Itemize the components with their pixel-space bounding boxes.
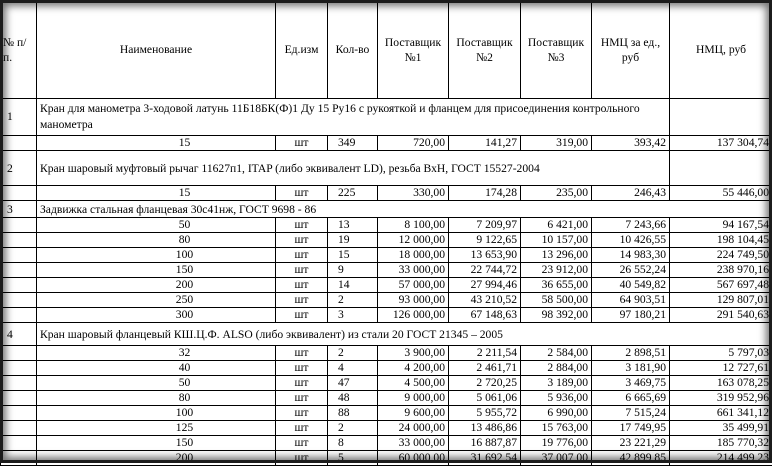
row-qty: 8: [328, 436, 378, 451]
row-supplier-2: 141,27: [449, 136, 521, 151]
row-nmc-unit: 246,43: [592, 186, 670, 201]
row-supplier-2: 43 210,52: [449, 293, 521, 308]
item-title-row: [1, 201, 772, 218]
row-size: 150: [37, 263, 276, 278]
item-title-row: [1, 99, 772, 136]
row-supplier-3: 23 912,00: [521, 263, 592, 278]
row-blank-num: [1, 263, 37, 278]
row-blank-num: [1, 406, 37, 421]
table-row: [1, 218, 772, 233]
row-unit: шт: [276, 406, 328, 421]
row-nmc-total: 129 807,01: [670, 293, 772, 308]
row-size: 40: [37, 361, 276, 376]
header-unit: Ед.изм: [276, 1, 328, 99]
row-supplier-3: 15 763,00: [521, 421, 592, 436]
row-supplier-3: 2 884,00: [521, 361, 592, 376]
row-nmc-unit: 393,42: [592, 136, 670, 151]
row-supplier-1: 12 000,00: [378, 233, 449, 248]
row-qty: 9: [328, 263, 378, 278]
row-blank-num: [1, 376, 37, 391]
row-blank-num: [1, 361, 37, 376]
row-blank-num: [1, 136, 37, 151]
row-unit: шт: [276, 361, 328, 376]
row-unit: шт: [276, 376, 328, 391]
row-nmc-unit: 26 552,24: [592, 263, 670, 278]
row-supplier-1: 9 000,00: [378, 391, 449, 406]
row-nmc-total: 661 341,12: [670, 406, 772, 421]
row-nmc-total: 12 727,61: [670, 361, 772, 376]
table-row: [1, 361, 772, 376]
row-qty: 2: [328, 346, 378, 361]
row-nmc-unit: 23 221,29: [592, 436, 670, 451]
row-qty: 48: [328, 391, 378, 406]
row-qty: 47: [328, 376, 378, 391]
row-blank-num: [1, 278, 37, 293]
row-unit: шт: [276, 308, 328, 323]
table-header-row: [1, 1, 772, 99]
row-nmc-total: 94 167,54: [670, 218, 772, 233]
row-unit: шт: [276, 436, 328, 451]
table-row: [1, 391, 772, 406]
row-supplier-2: 16 887,87: [449, 436, 521, 451]
row-blank-num: [1, 308, 37, 323]
row-supplier-2: 5 061,06: [449, 391, 521, 406]
row-nmc-unit: 42 899,85: [592, 451, 670, 466]
row-unit: шт: [276, 136, 328, 151]
row-size: 100: [37, 406, 276, 421]
row-size: 250: [37, 293, 276, 308]
row-supplier-3: 6 990,00: [521, 406, 592, 421]
row-supplier-3: 37 007,00: [521, 451, 592, 466]
row-nmc-total: 5 797,03: [670, 346, 772, 361]
row-qty: 5: [328, 451, 378, 466]
row-nmc-unit: 64 903,51: [592, 293, 670, 308]
row-supplier-3: 6 421,00: [521, 218, 592, 233]
table-row: [1, 233, 772, 248]
table-row: [1, 421, 772, 436]
row-supplier-3: 19 776,00: [521, 436, 592, 451]
header-nmc-total: НМЦ, руб: [670, 1, 772, 99]
row-size: 100: [37, 248, 276, 263]
row-supplier-1: 18 000,00: [378, 248, 449, 263]
row-nmc-total: 55 446,00: [670, 186, 772, 201]
row-blank-num: [1, 421, 37, 436]
table-row: [1, 278, 772, 293]
row-nmc-unit: 3 181,90: [592, 361, 670, 376]
row-supplier-3: 13 296,00: [521, 248, 592, 263]
row-size: 150: [37, 436, 276, 451]
row-size: 125: [37, 421, 276, 436]
row-supplier-3: 98 392,00: [521, 308, 592, 323]
table-row: [1, 346, 772, 361]
row-qty: 349: [328, 136, 378, 151]
row-blank-num: [1, 293, 37, 308]
row-unit: шт: [276, 278, 328, 293]
row-blank-num: [1, 233, 37, 248]
table-row: [1, 263, 772, 278]
row-supplier-2: 31 692,54: [449, 451, 521, 466]
row-blank-num: [1, 346, 37, 361]
row-nmc-total: 163 078,25: [670, 376, 772, 391]
row-nmc-total: 319 952,96: [670, 391, 772, 406]
row-unit: шт: [276, 421, 328, 436]
item-title-row: [1, 151, 772, 186]
table-row: [1, 293, 772, 308]
row-supplier-2: 2 211,54: [449, 346, 521, 361]
table-row: [1, 451, 772, 466]
table-row: [1, 136, 772, 151]
row-supplier-2: 5 955,72: [449, 406, 521, 421]
row-blank-num: [1, 248, 37, 263]
header-qty: Кол-во: [328, 1, 378, 99]
row-size: 200: [37, 278, 276, 293]
table-row: [1, 406, 772, 421]
row-qty: 14: [328, 278, 378, 293]
row-unit: шт: [276, 451, 328, 466]
table-row: [1, 248, 772, 263]
row-nmc-unit: 7 515,24: [592, 406, 670, 421]
row-supplier-2: 22 744,72: [449, 263, 521, 278]
row-nmc-unit: 14 983,30: [592, 248, 670, 263]
row-qty: 2: [328, 421, 378, 436]
row-nmc-total: 35 499,91: [670, 421, 772, 436]
row-supplier-2: 9 122,65: [449, 233, 521, 248]
row-supplier-1: 8 100,00: [378, 218, 449, 233]
row-supplier-1: 33 000,00: [378, 263, 449, 278]
row-supplier-1: 33 000,00: [378, 436, 449, 451]
row-supplier-1: 93 000,00: [378, 293, 449, 308]
row-nmc-unit: 97 180,21: [592, 308, 670, 323]
row-supplier-3: 3 189,00: [521, 376, 592, 391]
row-nmc-total: 224 749,50: [670, 248, 772, 263]
row-supplier-1: 4 500,00: [378, 376, 449, 391]
header-supplier-1: Поставщик №1: [378, 1, 449, 99]
row-supplier-3: 235,00: [521, 186, 592, 201]
row-unit: шт: [276, 186, 328, 201]
row-supplier-1: 24 000,00: [378, 421, 449, 436]
item-number: 4: [1, 323, 37, 346]
row-size: 32: [37, 346, 276, 361]
table-body: [1, 99, 772, 466]
item-number: 2: [1, 151, 37, 186]
row-blank-num: [1, 218, 37, 233]
table-row: [1, 436, 772, 451]
item-title: Задвижка стальная фланцевая 30с41нж, ГОСТ 9698 - 86: [37, 201, 772, 218]
row-supplier-1: 720,00: [378, 136, 449, 151]
row-supplier-3: 58 500,00: [521, 293, 592, 308]
row-supplier-2: 27 994,46: [449, 278, 521, 293]
row-size: 300: [37, 308, 276, 323]
row-size: 200: [37, 451, 276, 466]
header-name: Наименование: [37, 1, 276, 99]
row-supplier-1: 3 900,00: [378, 346, 449, 361]
row-supplier-2: 2 461,71: [449, 361, 521, 376]
item-title: Кран шаровый фланцевый КШ.Ц.Ф. ALSO (либо эквивалент) из стали 20 ГОСТ 21345 – 2005: [37, 323, 772, 346]
row-qty: 15: [328, 248, 378, 263]
row-qty: 13: [328, 218, 378, 233]
header-supplier-2: Поставщик №2: [449, 1, 521, 99]
row-unit: шт: [276, 391, 328, 406]
row-supplier-2: 2 720,25: [449, 376, 521, 391]
row-supplier-1: 4 200,00: [378, 361, 449, 376]
row-nmc-total: 214 499,23: [670, 451, 772, 466]
row-unit: шт: [276, 233, 328, 248]
row-supplier-1: 9 600,00: [378, 406, 449, 421]
header-nmc-unit: НМЦ за ед., руб: [592, 1, 670, 99]
row-size: 80: [37, 233, 276, 248]
item-title-row: [1, 323, 772, 346]
row-supplier-2: 7 209,97: [449, 218, 521, 233]
header-num: № п/п.: [1, 1, 37, 99]
row-supplier-2: 13 486,86: [449, 421, 521, 436]
row-nmc-total: 198 104,45: [670, 233, 772, 248]
row-supplier-3: 319,00: [521, 136, 592, 151]
row-unit: шт: [276, 218, 328, 233]
row-supplier-1: 60 000,00: [378, 451, 449, 466]
item-title-blank-cell: [670, 151, 772, 186]
row-nmc-unit: 10 426,55: [592, 233, 670, 248]
row-supplier-3: 5 936,00: [521, 391, 592, 406]
table-row: [1, 376, 772, 391]
row-qty: 2: [328, 293, 378, 308]
row-nmc-total: 291 540,63: [670, 308, 772, 323]
item-title: Кран шаровый муфтовый рычаг 11627п1, ITAP (либо эквивалент LD), резьба ВхН, ГОСТ 15527-2004: [37, 151, 670, 186]
row-supplier-2: 67 148,63: [449, 308, 521, 323]
row-nmc-unit: 2 898,51: [592, 346, 670, 361]
row-nmc-unit: 17 749,95: [592, 421, 670, 436]
row-nmc-unit: 6 665,69: [592, 391, 670, 406]
row-nmc-total: 137 304,74: [670, 136, 772, 151]
row-nmc-total: 185 770,32: [670, 436, 772, 451]
row-size: 15: [37, 186, 276, 201]
row-qty: 4: [328, 361, 378, 376]
row-supplier-3: 36 655,00: [521, 278, 592, 293]
row-unit: шт: [276, 293, 328, 308]
row-unit: шт: [276, 263, 328, 278]
row-qty: 3: [328, 308, 378, 323]
header-supplier-3: Поставщик №3: [521, 1, 592, 99]
row-qty: 88: [328, 406, 378, 421]
row-nmc-total: 238 970,16: [670, 263, 772, 278]
row-supplier-3: 2 584,00: [521, 346, 592, 361]
table-row: [1, 308, 772, 323]
row-qty: 19: [328, 233, 378, 248]
row-qty: 225: [328, 186, 378, 201]
row-nmc-unit: 40 549,82: [592, 278, 670, 293]
row-size: 15: [37, 136, 276, 151]
row-supplier-2: 174,28: [449, 186, 521, 201]
item-title: Кран для манометра 3-ходовой латунь 11Б18БК(Ф)1 Ду 15 Ру16 с рукояткой и фланцем для присоединения контрольного манометра: [37, 99, 670, 136]
item-number: 3: [1, 201, 37, 218]
item-title-blank-cell: [670, 99, 772, 136]
row-size: 50: [37, 376, 276, 391]
row-unit: шт: [276, 346, 328, 361]
row-supplier-1: 57 000,00: [378, 278, 449, 293]
row-size: 80: [37, 391, 276, 406]
row-supplier-1: 330,00: [378, 186, 449, 201]
row-blank-num: [1, 186, 37, 201]
row-size: 50: [37, 218, 276, 233]
row-nmc-unit: 3 469,75: [592, 376, 670, 391]
row-blank-num: [1, 436, 37, 451]
row-nmc-unit: 7 243,66: [592, 218, 670, 233]
row-blank-num: [1, 451, 37, 466]
item-number: 1: [1, 99, 37, 136]
table-row: [1, 186, 772, 201]
row-supplier-1: 126 000,00: [378, 308, 449, 323]
row-supplier-3: 10 157,00: [521, 233, 592, 248]
row-nmc-total: 567 697,48: [670, 278, 772, 293]
row-blank-num: [1, 391, 37, 406]
row-supplier-2: 13 653,90: [449, 248, 521, 263]
row-unit: шт: [276, 248, 328, 263]
